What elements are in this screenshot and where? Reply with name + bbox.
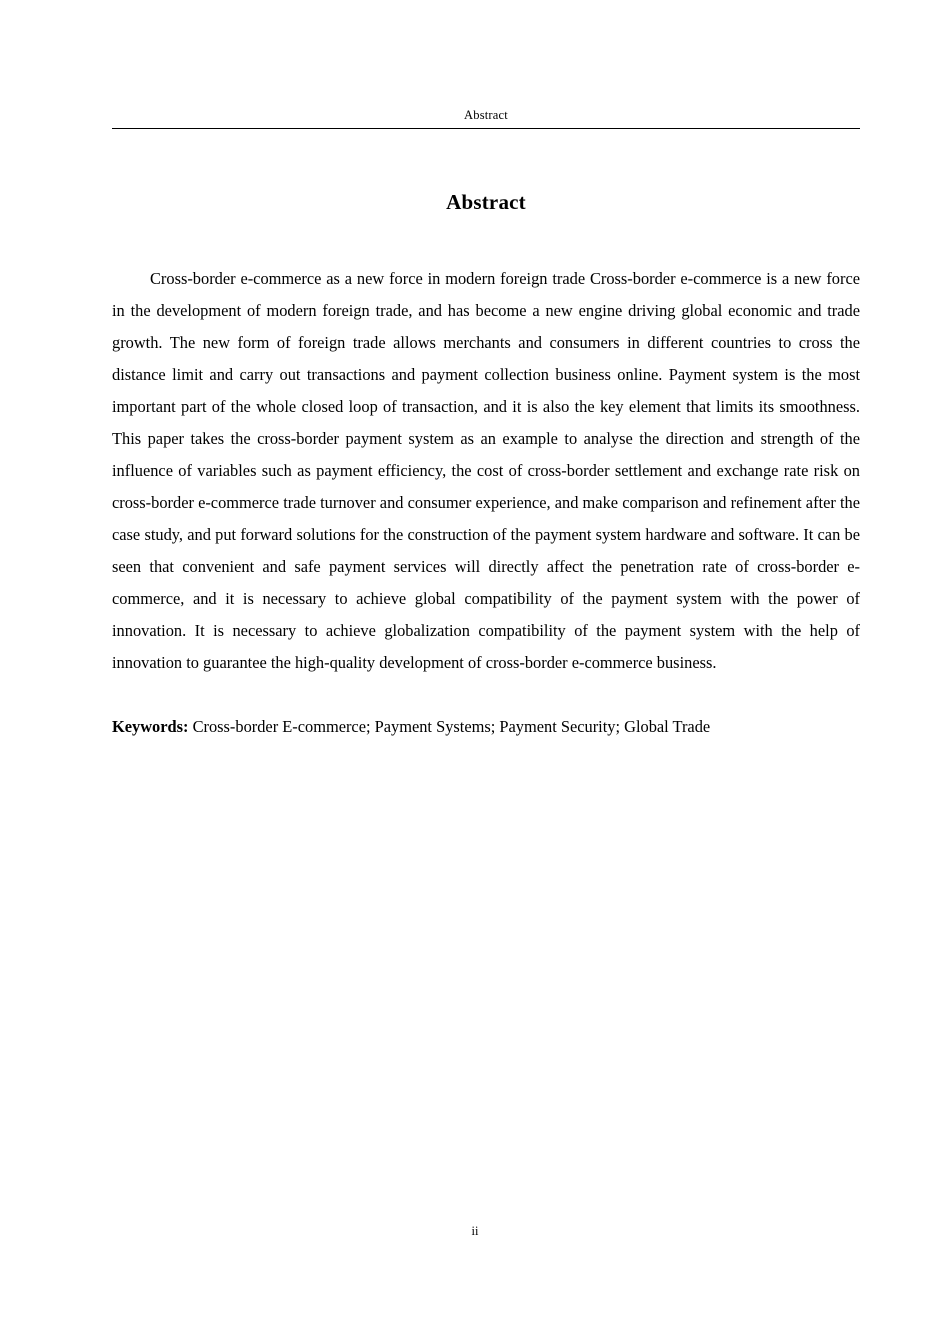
- page-header: [112, 108, 860, 129]
- page-footer: [0, 1224, 950, 1239]
- page-content: [112, 190, 860, 759]
- header-divider: [112, 128, 860, 129]
- abstract-paragraph: Cross-border e-commerce as a new force in modern foreign trade Cross-border e-commerce is a new force in the development of modern foreign trade, and has become a new engine driving global economic and trade growth. The new form of foreign trade allows merchants and consumers in different countries to cross the distance limit and carry out transactions and payment collection business online. Payment system is the most important part of the whole closed loop of transaction, and it is also the key element that limits its smoothness. This paper takes the cross-border payment system as an example to analyse the direction and strength of the influence of variables such as payment efficiency, the cost of cross-border settlement and exchange rate risk on cross-border e-commerce trade turnover and consumer experience, and make comparison and refinement after the case study, and put forward solutions for the construction of the payment system hardware and software. It can be seen that convenient and safe payment services will directly affect the penetration rate of cross-border e-commerce, and it is necessary to achieve global compatibility of the payment system with the power of innovation. It is necessary to achieve globalization compatibility of the payment system with the help of innovation to guarantee the high-quality development of cross-border e-commerce business.: [112, 269, 860, 672]
- keywords-value: Cross-border E-commerce; Payment Systems; Payment Security; Global Trade: [188, 717, 711, 736]
- running-head: Abstract: [464, 108, 508, 122]
- keywords-label: Keywords:: [112, 717, 189, 736]
- keywords-line: [112, 711, 860, 743]
- page-title: Abstract: [446, 190, 526, 214]
- page-number: ii: [471, 1224, 479, 1238]
